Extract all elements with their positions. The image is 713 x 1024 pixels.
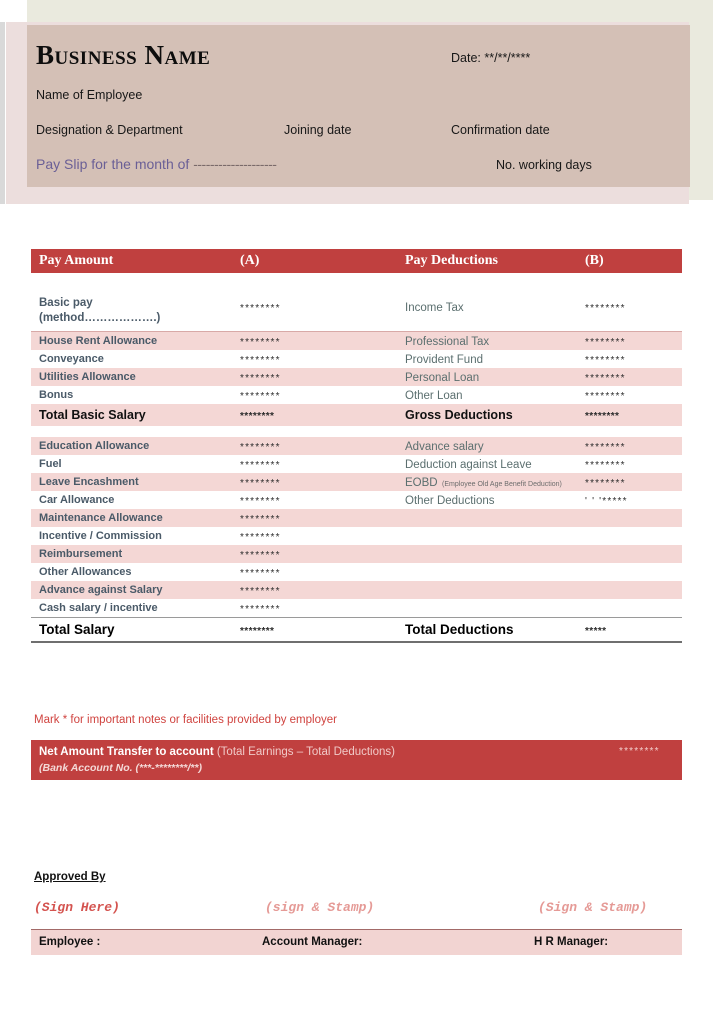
table-row <box>31 563 682 581</box>
working-days-label: No. working days <box>496 158 592 172</box>
approved-by-heading: Approved By <box>34 871 106 883</box>
pay-table-header-row <box>31 249 682 273</box>
deduction-label-sub: (Employee Old Age Benefit Deduction) <box>442 481 562 488</box>
signature-hr-manager[interactable]: (Sign & Stamp) <box>538 900 648 915</box>
row-value-earning[interactable] <box>240 599 405 617</box>
row-label-earning <box>31 494 240 506</box>
row-label-earning <box>31 512 240 524</box>
earning-value[interactable]: ******** <box>240 604 281 615</box>
row-label-deduction <box>405 368 585 386</box>
deduction-label: Total Deductions <box>405 621 514 637</box>
deduction-label: Personal Loan <box>405 372 480 384</box>
deduction-value[interactable]: ******** <box>585 303 626 314</box>
row-value-deduction[interactable] <box>585 332 682 350</box>
row-label-earning <box>31 371 240 383</box>
row-label-deduction <box>405 437 585 455</box>
table-row <box>31 386 682 404</box>
earning-value[interactable]: ******** <box>240 532 281 543</box>
row-label-earning <box>31 440 240 452</box>
earning-label: Car Allowance <box>39 494 115 506</box>
net-amount-formula: (Total Earnings – Total Deductions) <box>213 746 395 758</box>
earning-label: Maintenance Allowance <box>39 512 163 524</box>
row-label-deduction <box>405 621 585 639</box>
row-value-earning[interactable] <box>240 527 405 545</box>
row-label-earning <box>31 476 240 488</box>
earning-label: Other Allowances <box>39 566 132 578</box>
table-row <box>31 293 682 332</box>
deduction-value[interactable]: ******** <box>585 373 626 384</box>
confirmation-date-label: Confirmation date <box>451 123 550 137</box>
section-gap <box>31 426 682 437</box>
table-row <box>31 404 682 426</box>
deduction-label: Professional Tax <box>405 336 490 348</box>
earning-value[interactable]: ******** <box>240 496 281 507</box>
earning-label: Cash salary / incentive <box>39 602 158 614</box>
table-row <box>31 599 682 617</box>
row-value-earning[interactable] <box>240 406 405 424</box>
row-value-deduction[interactable] <box>585 368 682 386</box>
label-employee: Employee : <box>39 936 101 948</box>
business-name: Business Name <box>36 40 211 70</box>
pay-table-top-spacer <box>31 273 682 293</box>
row-value-earning[interactable] <box>240 437 405 455</box>
net-amount-title-line <box>39 746 395 758</box>
payslip-month-blank[interactable]: -------------------- <box>193 156 277 172</box>
row-value-earning[interactable] <box>240 455 405 473</box>
designation-label: Designation & Department <box>36 123 183 137</box>
row-value-earning[interactable] <box>240 563 405 581</box>
earning-label: Basic pay <box>39 297 93 309</box>
row-label-deduction <box>405 455 585 473</box>
earning-value[interactable]: ******** <box>240 478 281 489</box>
deduction-label: Provident Fund <box>405 354 483 366</box>
deduction-label: Advance salary <box>405 441 484 453</box>
earning-value[interactable]: ******** <box>240 337 281 348</box>
net-amount-value[interactable]: ******** <box>619 746 660 757</box>
deduction-label: Other Loan <box>405 390 463 402</box>
deduction-value[interactable]: ******** <box>585 411 620 422</box>
row-value-earning[interactable] <box>240 386 405 404</box>
row-label-earning <box>31 408 240 422</box>
column-header-a: (A) <box>240 253 260 268</box>
row-label-deduction <box>405 386 585 404</box>
table-row <box>31 368 682 386</box>
table-row <box>31 581 682 599</box>
row-value-deduction[interactable] <box>585 406 682 424</box>
row-value-earning[interactable] <box>240 581 405 599</box>
earning-value[interactable]: ******** <box>240 373 281 384</box>
deduction-value[interactable]: ******** <box>585 478 626 489</box>
row-value-earning[interactable] <box>240 473 405 491</box>
row-label-deduction <box>405 332 585 350</box>
deduction-value[interactable]: ******** <box>585 442 626 453</box>
row-label-earning <box>31 622 240 637</box>
row-label-earning <box>31 602 240 614</box>
row-value-earning[interactable] <box>240 545 405 563</box>
earning-label: Leave Encashment <box>39 476 139 488</box>
deduction-value[interactable]: ******** <box>585 355 626 366</box>
row-value-deduction[interactable] <box>585 491 682 509</box>
row-label-earning <box>31 530 240 542</box>
payslip-month-line <box>36 156 276 172</box>
earning-label: Bonus <box>39 389 74 401</box>
date-value[interactable]: **/**/**** <box>484 51 531 65</box>
row-label-earning <box>31 389 240 401</box>
net-amount-title: Net Amount Transfer to account <box>39 746 214 758</box>
row-value-earning[interactable] <box>240 350 405 368</box>
deduction-value[interactable]: ' ' '***** <box>585 496 628 507</box>
earning-label: Education Allowance <box>39 440 150 452</box>
pay-table <box>31 249 682 643</box>
earning-value[interactable]: ******** <box>240 550 281 561</box>
earning-value[interactable]: ******** <box>240 625 275 637</box>
row-value-deduction[interactable] <box>585 350 682 368</box>
column-header-pay-deductions: Pay Deductions <box>405 253 498 268</box>
earning-value[interactable]: ******** <box>240 586 281 597</box>
table-row <box>31 509 682 527</box>
signature-account-manager[interactable]: (sign & Stamp) <box>265 900 375 915</box>
row-label-earning <box>31 458 240 470</box>
deduction-value[interactable]: ***** <box>585 625 607 637</box>
header-left-edge-bar <box>0 22 5 204</box>
payslip-header <box>27 25 690 187</box>
table-row <box>31 491 682 509</box>
row-label-earning <box>31 353 240 365</box>
deduction-value[interactable]: ******** <box>585 391 626 402</box>
row-value-earning[interactable] <box>240 621 405 639</box>
earning-value[interactable]: ******** <box>240 568 281 579</box>
row-label-deduction <box>405 491 585 509</box>
row-label-deduction <box>405 350 585 368</box>
row-value-earning[interactable] <box>240 296 405 314</box>
label-account-manager: Account Manager: <box>262 936 363 948</box>
deduction-label: Other Deductions <box>405 495 495 507</box>
table-row <box>31 545 682 563</box>
employee-name-label: Name of Employee <box>36 88 143 102</box>
deduction-label: Income Tax <box>405 302 464 314</box>
table-row <box>31 350 682 368</box>
earning-label-sub: (method……………….) <box>39 312 161 324</box>
earning-value[interactable]: ******** <box>240 411 275 422</box>
joining-date-label: Joining date <box>284 123 352 137</box>
important-note: Mark * for important notes or facilities provided by employer <box>34 714 337 726</box>
earning-label: Conveyance <box>39 353 104 365</box>
payslip-month-label: Pay Slip for the month of <box>36 156 194 172</box>
earning-label: House Rent Allowance <box>39 335 158 347</box>
signature-employee[interactable]: (Sign Here) <box>34 900 120 915</box>
deduction-label: Gross Deductions <box>405 408 513 422</box>
row-label-deduction <box>405 296 585 314</box>
table-row <box>31 527 682 545</box>
table-row <box>31 473 682 491</box>
row-value-deduction[interactable] <box>585 386 682 404</box>
row-label-earning <box>31 335 240 347</box>
table-row <box>31 437 682 455</box>
row-value-earning[interactable] <box>240 332 405 350</box>
earning-value[interactable]: ******** <box>240 442 281 453</box>
earning-label: Incentive / Commission <box>39 530 162 542</box>
row-value-earning[interactable] <box>240 368 405 386</box>
table-row <box>31 332 682 350</box>
net-amount-bank-line[interactable]: (Bank Account No. (***-********/**) <box>39 762 202 774</box>
deduction-label: EOBD <box>405 477 438 489</box>
earning-label: Utilities Allowance <box>39 371 136 383</box>
signature-label-bar <box>31 929 682 955</box>
column-header-pay-amount: Pay Amount <box>39 253 114 268</box>
earning-label: Total Basic Salary <box>39 408 146 422</box>
row-value-earning[interactable] <box>240 509 405 527</box>
row-label-deduction <box>405 406 585 424</box>
deduction-value[interactable]: ******** <box>585 460 626 471</box>
row-value-deduction[interactable] <box>585 455 682 473</box>
row-label-earning <box>31 548 240 560</box>
row-value-deduction[interactable] <box>585 296 682 314</box>
earning-value[interactable]: ******** <box>240 460 281 471</box>
earning-value[interactable]: ******** <box>240 355 281 366</box>
deduction-label: Deduction against Leave <box>405 459 532 471</box>
row-label-deduction <box>405 473 585 491</box>
earning-value[interactable]: ******** <box>240 391 281 402</box>
earning-value[interactable]: ******** <box>240 514 281 525</box>
net-amount-bar <box>31 740 682 780</box>
row-value-deduction[interactable] <box>585 621 682 639</box>
row-value-earning[interactable] <box>240 491 405 509</box>
table-row <box>31 455 682 473</box>
row-label-earning <box>31 296 240 326</box>
earning-label: Fuel <box>39 458 62 470</box>
deduction-value[interactable]: ******** <box>585 337 626 348</box>
label-hr-manager: H R Manager: <box>534 936 609 948</box>
earning-value[interactable]: ******** <box>240 303 281 314</box>
pay-table-body <box>31 293 682 643</box>
table-row <box>31 617 682 643</box>
row-label-earning <box>31 584 240 596</box>
row-value-deduction[interactable] <box>585 437 682 455</box>
earning-label: Total Salary <box>39 622 115 637</box>
row-label-earning <box>31 566 240 578</box>
date-label: Date: <box>451 51 481 65</box>
earning-label: Advance against Salary <box>39 584 163 596</box>
column-header-b: (B) <box>585 253 604 268</box>
date-field <box>451 51 530 65</box>
earning-label: Reimbursement <box>39 548 123 560</box>
row-value-deduction[interactable] <box>585 473 682 491</box>
